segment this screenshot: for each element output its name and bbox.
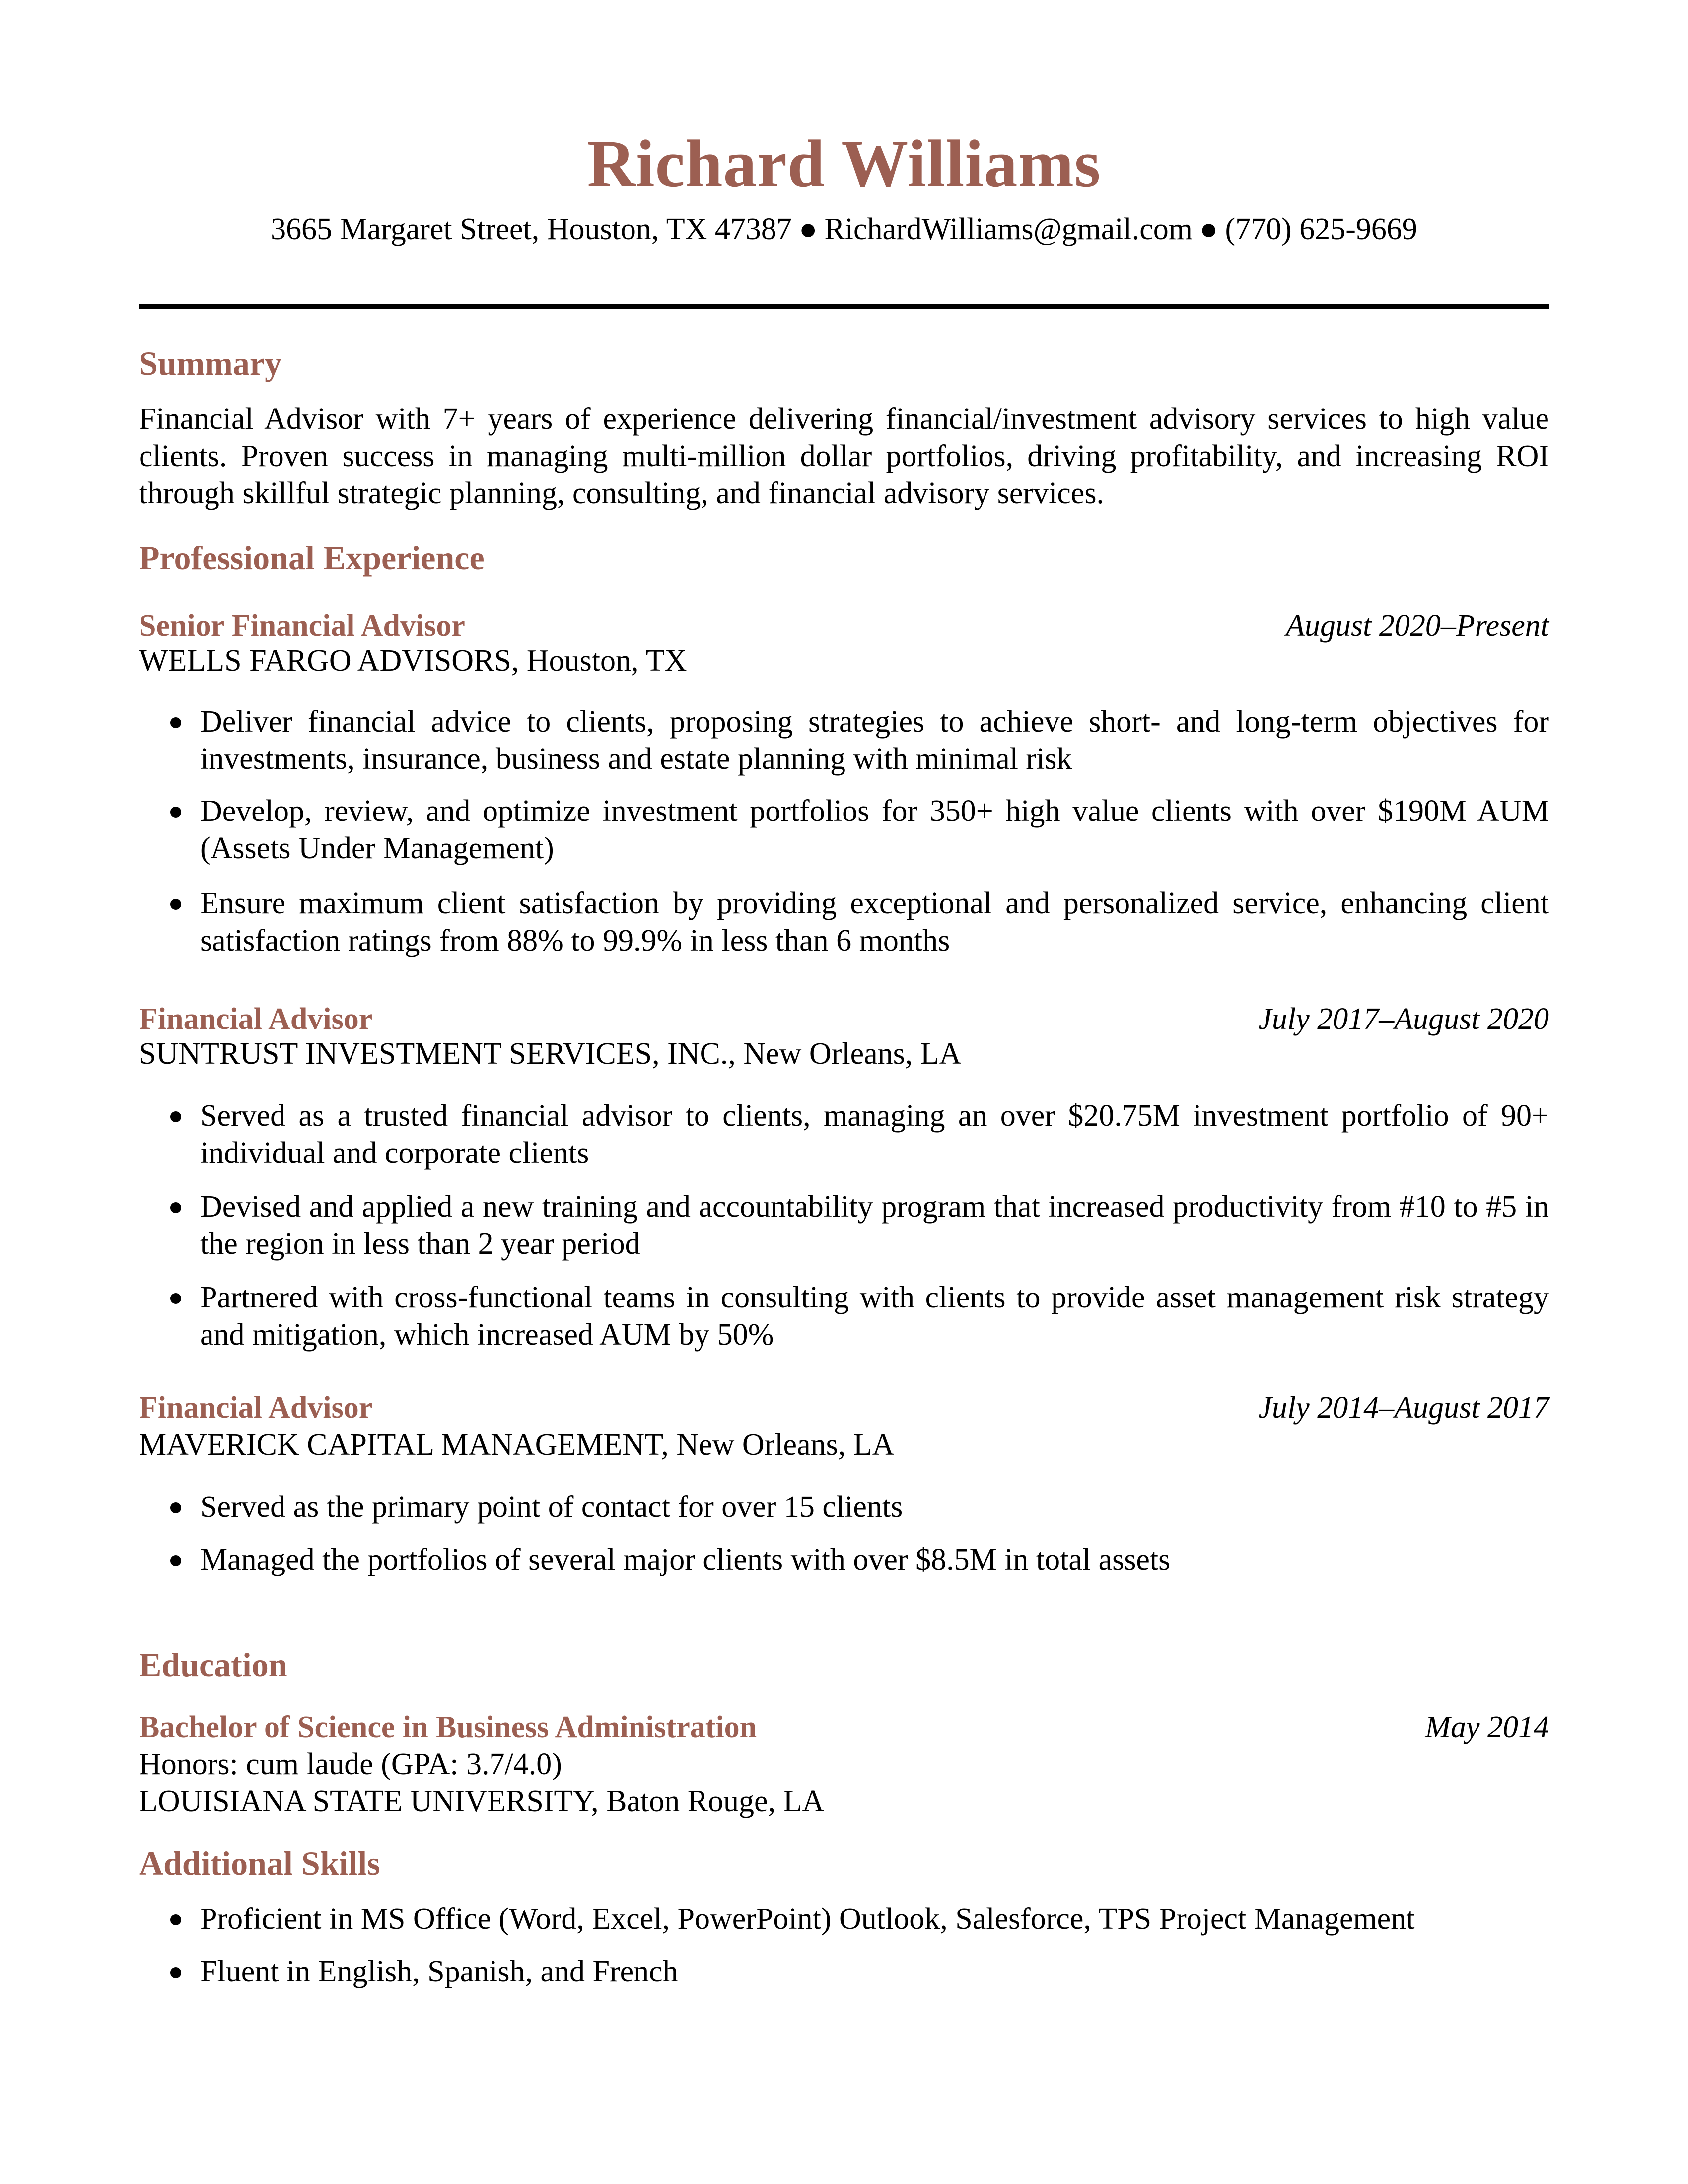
job-header: [139, 1004, 1549, 1034]
list-item: Proficient in MS Office (Word, Excel, PowerPoint) Outlook, Salesforce, TPS Project Management: [139, 1901, 1549, 1938]
section-heading-experience: Professional Experience: [139, 539, 485, 577]
bullet-icon: [170, 1111, 181, 1122]
bullet-icon: [170, 1293, 181, 1304]
list-item: Devised and applied a new training and accountability program that increased productivity from #10 to #5 in the region in less than 2 year period: [139, 1188, 1549, 1263]
job-company: WELLS FARGO ADVISORS, Houston, TX: [139, 644, 687, 678]
bullet-icon: [170, 717, 181, 728]
summary-text: Financial Advisor with 7+ years of experience delivering financial/investment advisory services to high value clients. Proven success in managing multi-million dollar portfolios, driving profitability, and increasing ROI through skillful strategic planning, consulting, and financial advisory services.: [139, 402, 1549, 510]
phone: (770) 625-9669: [1225, 212, 1417, 246]
job-title: Senior Financial Advisor: [139, 609, 465, 643]
job-dates: August 2020–Present: [1286, 609, 1549, 643]
bullet-icon: [170, 1967, 181, 1978]
section-heading-education: Education: [139, 1646, 287, 1684]
bullet-separator-icon: ●: [1199, 212, 1218, 246]
list-item: Partnered with cross-functional teams in consulting with clients to provide asset management risk strategy and mitigation, which increased AUM by 50%: [139, 1279, 1549, 1354]
list-item: Served as the primary point of contact for over 15 clients: [139, 1489, 1549, 1526]
list-item: Deliver financial advice to clients, proposing strategies to achieve short- and long-term objectives for investments, insurance, business and estate planning with minimal risk: [139, 703, 1549, 778]
job-dates: July 2017–August 2020: [1258, 1002, 1549, 1036]
bullet-separator-icon: ●: [798, 212, 818, 246]
job-dates: July 2014–August 2017: [1258, 1391, 1549, 1425]
degree-header: [139, 1712, 1549, 1743]
degree-date: May 2014: [1425, 1710, 1549, 1744]
school-name: LOUISIANA STATE UNIVERSITY, Baton Rouge, LA: [139, 1784, 825, 1818]
job-header: [139, 611, 1549, 641]
address: 3665 Margaret Street, Houston, TX 47387: [271, 212, 792, 246]
bullet-icon: [170, 1914, 181, 1925]
bullet-icon: [170, 807, 181, 818]
list-item: Served as a trusted financial advisor to clients, managing an over $20.75M investment portfolio of 90+ individual and corporate clients: [139, 1097, 1549, 1172]
job-header: [139, 1392, 1549, 1423]
degree-title: Bachelor of Science in Business Administration: [139, 1710, 757, 1744]
job-company: MAVERICK CAPITAL MANAGEMENT, New Orleans, LA: [139, 1428, 895, 1462]
degree-honors: Honors: cum laude (GPA: 3.7/4.0): [139, 1747, 562, 1781]
list-item: Develop, review, and optimize investment portfolios for 350+ high value clients with over $190M AUM (Assets Under Management): [139, 793, 1549, 867]
list-item: Ensure maximum client satisfaction by providing exceptional and personalized service, enhancing client satisfaction ratings from 88% to 99.9% in less than 6 months: [139, 885, 1549, 959]
header-divider: [139, 304, 1549, 309]
list-item: Managed the portfolios of several major clients with over $8.5M in total assets: [139, 1541, 1549, 1578]
bullet-icon: [170, 1555, 181, 1566]
job-company: SUNTRUST INVESTMENT SERVICES, INC., New Orleans, LA: [139, 1037, 962, 1071]
contact-line: [0, 214, 1688, 245]
bullet-icon: [170, 1502, 181, 1513]
job-title: Financial Advisor: [139, 1002, 373, 1036]
bullet-icon: [170, 899, 181, 910]
bullet-icon: [170, 1202, 181, 1213]
candidate-name: Richard Williams: [587, 127, 1101, 201]
section-heading-summary: Summary: [139, 344, 282, 382]
section-heading-skills: Additional Skills: [139, 1844, 380, 1882]
email-link[interactable]: RichardWilliams@gmail.com: [824, 212, 1193, 246]
list-item: Fluent in English, Spanish, and French: [139, 1953, 1549, 1990]
job-title: Financial Advisor: [139, 1391, 373, 1425]
